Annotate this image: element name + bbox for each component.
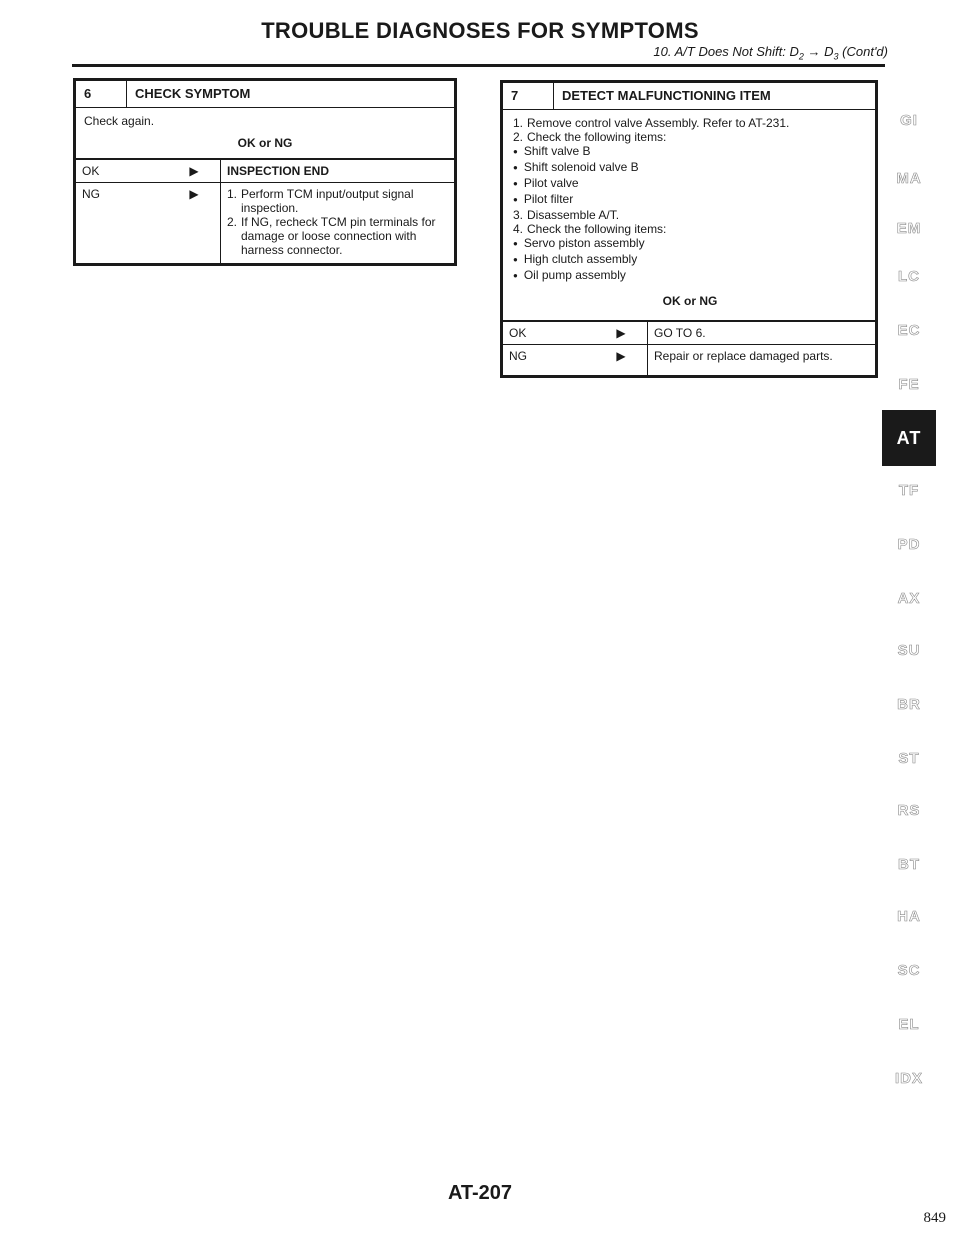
section-tab-tf[interactable]: TF	[898, 482, 920, 499]
step7-bullets-a	[513, 144, 867, 208]
step6-ng-action	[221, 183, 455, 264]
step6-ng-step-1: 1. Perform TCM input/output signal inspection.	[227, 187, 414, 215]
page-subtitle: 10. A/T Does Not Shift: $D_2 \to D_3$ (Cont'd)	[653, 44, 888, 62]
step6-result-ok	[76, 160, 455, 183]
arrow-icon: ▶	[595, 345, 648, 376]
section-tab-em[interactable]: EM	[896, 220, 922, 237]
section-tab-sc[interactable]: SC	[897, 962, 921, 979]
page-title: TROUBLE DIAGNOSES FOR SYMPTOMS	[261, 18, 699, 43]
step7-ng-label: NG	[503, 345, 596, 376]
section-tab-bt[interactable]: BT	[898, 856, 920, 873]
step6-ok-label: OK	[76, 160, 169, 183]
list-item: ● Pilot filter	[513, 192, 867, 208]
step6-ok-or-ng: OK or NG	[237, 136, 293, 150]
list-item: 2. Check the following items:	[513, 130, 667, 144]
list-item: ● Oil pump assembly	[513, 268, 867, 284]
step6-ng-label: NG	[76, 183, 169, 264]
section-tab-gi[interactable]: GI	[900, 112, 918, 129]
list-item: ● Servo piston assembly	[513, 236, 867, 252]
header-rule	[72, 64, 885, 67]
section-tab-ma[interactable]: MA	[896, 170, 922, 187]
step6-body-text: Check again.	[84, 114, 155, 128]
arrow-icon: ▶	[168, 160, 221, 183]
step7-ok-or-ng: OK or NG	[662, 294, 718, 308]
section-tab-el[interactable]: EL	[898, 1016, 920, 1033]
step6-number: 6	[76, 81, 127, 108]
section-tab-ha[interactable]: HA	[897, 908, 921, 925]
step7-body	[503, 110, 876, 321]
step6-ok-action: INSPECTION END	[221, 160, 455, 183]
section-tab-lc[interactable]: LC	[898, 268, 920, 285]
list-item: 1. Remove control valve Assembly. Refer to AT-231.	[513, 116, 790, 130]
section-tab-idx[interactable]: IDX	[894, 1070, 923, 1087]
section-tab-rs[interactable]: RS	[897, 802, 921, 819]
step7-ok-label: OK	[503, 322, 596, 345]
step7-ng-action: Repair or replace damaged parts.	[648, 345, 876, 376]
section-tab-st[interactable]: ST	[898, 750, 920, 767]
step6-ng-step-2: 2. If NG, recheck TCM pin terminals for damage or loose connection with harness connector.	[227, 215, 436, 257]
page-code: AT-207	[447, 1182, 513, 1204]
step7-box	[500, 80, 878, 378]
list-item: ● Pilot valve	[513, 176, 867, 192]
section-tab-fe[interactable]: FE	[898, 376, 920, 393]
page-number: 849	[923, 1210, 946, 1226]
section-tab-pd[interactable]: PD	[897, 536, 921, 553]
step6-heading: CHECK SYMPTOM	[127, 81, 455, 108]
section-tab-ec[interactable]: EC	[897, 322, 921, 339]
step7-number: 7	[503, 83, 554, 110]
step6-result-ng	[76, 183, 455, 264]
list-item: 3. Disassemble A/T.	[513, 208, 620, 222]
step7-result-ok	[503, 322, 876, 345]
section-tab-br[interactable]: BR	[897, 696, 921, 713]
step7-ok-action: GO TO 6.	[648, 322, 876, 345]
list-item: ● High clutch assembly	[513, 252, 867, 268]
arrow-icon: ▶	[168, 183, 221, 264]
section-tab-at[interactable]: AT	[882, 410, 936, 466]
arrow-icon: ▶	[595, 322, 648, 345]
step7-result-ng	[503, 345, 876, 376]
step6-header	[76, 81, 455, 108]
step6-box	[73, 78, 457, 266]
list-item: 4. Check the following items:	[513, 222, 667, 236]
list-item: ● Shift valve B	[513, 144, 867, 160]
step7-heading: DETECT MALFUNCTIONING ITEM	[554, 83, 876, 110]
list-item: ● Shift solenoid valve B	[513, 160, 867, 176]
step7-bullets-b	[513, 236, 867, 284]
section-tab-ax[interactable]: AX	[897, 590, 921, 607]
step7-header	[503, 83, 876, 110]
step6-body	[76, 108, 455, 159]
section-tab-su[interactable]: SU	[897, 642, 921, 659]
